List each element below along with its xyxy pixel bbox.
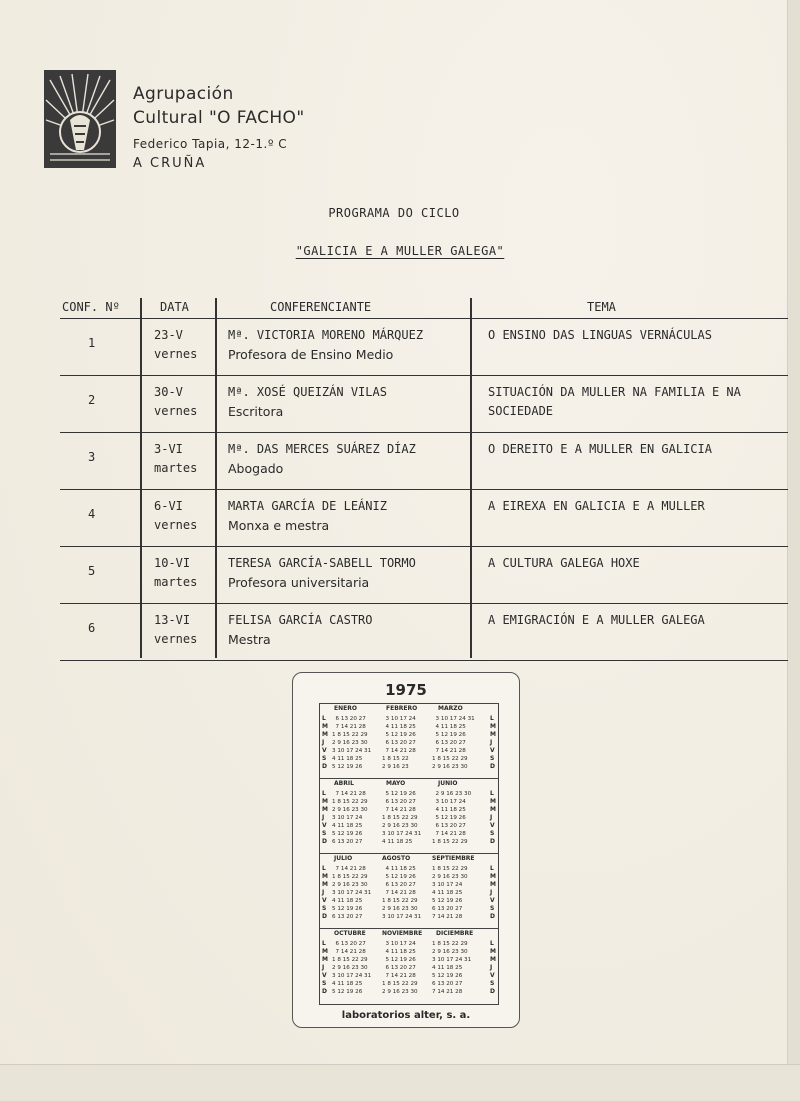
month-days: 1 8 15 22 29 2 9 16 23 30 3 10 17 24 4 11 18 25 5 12 19 26 6 13 20 27 7 14 21 28 bbox=[432, 866, 468, 920]
conf-date: 23-V bbox=[154, 328, 183, 342]
table-row bbox=[60, 376, 788, 433]
month-name: ENERO bbox=[334, 705, 357, 712]
month-days: 2 9 16 23 30 3 10 17 24 4 11 18 25 5 12 19 26 6 13 20 27 7 14 21 28 1 8 15 22 29 bbox=[432, 791, 472, 845]
conf-weekday: vernes bbox=[154, 404, 198, 418]
org-name-line1: Agrupación bbox=[133, 84, 234, 104]
calendar-quarter bbox=[320, 704, 498, 779]
month-days: 6 13 20 27 7 14 21 28 1 8 15 22 29 2 9 16 23 30 3 10 17 24 31 4 11 18 25 5 12 19 26 bbox=[332, 941, 372, 995]
table-row bbox=[60, 490, 788, 547]
conf-topic: O DEREITO E A MULLER EN GALICIA bbox=[488, 442, 712, 456]
speaker-name: Mª. VICTORIA MORENO MÁRQUEZ bbox=[228, 328, 424, 342]
month-name: MAYO bbox=[386, 780, 406, 787]
calendar-quarter bbox=[320, 929, 498, 1003]
table-header bbox=[60, 298, 788, 319]
weekday-letters: L M M J V S D bbox=[490, 940, 496, 995]
weekday-letters: L M M J V S D bbox=[322, 940, 328, 995]
calendar-grid bbox=[319, 703, 499, 1005]
month-name: AGOSTO bbox=[382, 855, 411, 862]
header-topic: TEMA bbox=[587, 300, 616, 314]
header-conf-number: CONF. Nº bbox=[62, 300, 120, 314]
org-name-line2: Cultural "O FACHO" bbox=[133, 108, 305, 128]
month-name: ABRIL bbox=[334, 780, 354, 787]
page-edge bbox=[787, 0, 800, 1101]
header-speaker: CONFERENCIANTE bbox=[270, 300, 372, 314]
conf-weekday: vernes bbox=[154, 632, 198, 646]
org-address: Federico Tapia, 12-1.º C bbox=[133, 137, 288, 151]
conf-weekday: martes bbox=[154, 461, 198, 475]
conf-date: 10-VI bbox=[154, 556, 191, 570]
month-days: 3 10 17 24 4 11 18 25 5 12 19 26 6 13 20 27 7 14 21 28 1 8 15 22 2 9 16 23 bbox=[382, 716, 416, 770]
month-days: 6 13 20 27 7 14 21 28 1 8 15 22 29 2 9 16 23 30 3 10 17 24 31 4 11 18 25 5 12 19 26 bbox=[332, 716, 372, 770]
cycle-title-text: "GALICIA E A MULLER GALEGA" bbox=[295, 244, 505, 258]
month-name: MARZO bbox=[438, 705, 463, 712]
conf-topic: A EMIGRACIÓN E A MULLER GALEGA bbox=[488, 613, 705, 627]
weekday-letters: L M M J V S D bbox=[322, 715, 328, 770]
conf-number: 6 bbox=[88, 620, 96, 635]
conference-table bbox=[60, 298, 788, 661]
speaker-role: Abogado bbox=[228, 461, 284, 476]
speaker-name: TERESA GARCÍA-SABELL TORMO bbox=[228, 556, 416, 570]
month-days: 3 10 17 24 4 11 18 25 5 12 19 26 6 13 20 27 7 14 21 28 1 8 15 22 29 2 9 16 23 30 bbox=[382, 941, 418, 995]
calendar-quarter bbox=[320, 779, 498, 854]
weekday-letters: L M M J V S D bbox=[490, 790, 496, 845]
month-days: 1 8 15 22 29 2 9 16 23 30 3 10 17 24 31 4 11 18 25 5 12 19 26 6 13 20 27 7 14 21 28 bbox=[432, 941, 472, 995]
conf-topic-cont: SOCIEDADE bbox=[488, 404, 554, 418]
conf-topic: O ENSINO DAS LINGUAS VERNÁCULAS bbox=[488, 328, 712, 342]
conf-number: 4 bbox=[88, 506, 96, 521]
month-days: 7 14 21 28 1 8 15 22 29 2 9 16 23 30 3 10 17 24 31 4 11 18 25 5 12 19 26 6 13 20 27 bbox=[332, 866, 372, 920]
weekday-letters: L M M J V S D bbox=[490, 715, 496, 770]
program-title: PROGRAMA DO CICLO bbox=[328, 206, 460, 220]
letterhead bbox=[133, 82, 305, 174]
conf-number: 5 bbox=[88, 563, 96, 578]
weekday-letters: L M M J V S D bbox=[322, 865, 328, 920]
page-edge bbox=[0, 1064, 800, 1101]
month-days: 5 12 19 26 6 13 20 27 7 14 21 28 1 8 15 22 29 2 9 16 23 30 3 10 17 24 31 4 11 18 25 bbox=[382, 791, 422, 845]
speaker-role: Profesora universitaria bbox=[228, 575, 370, 590]
cycle-title bbox=[0, 244, 800, 258]
month-days: 3 10 17 24 31 4 11 18 25 5 12 19 26 6 13 20 27 7 14 21 28 1 8 15 22 29 2 9 16 23 30 bbox=[432, 716, 475, 770]
month-name: FEBRERO bbox=[386, 705, 418, 712]
month-name: SEPTIEMBRE bbox=[432, 855, 475, 862]
header-date: DATA bbox=[160, 300, 189, 314]
conf-topic: A EIREXA EN GALICIA E A MULLER bbox=[488, 499, 705, 513]
conf-date: 13-VI bbox=[154, 613, 191, 627]
conf-number: 1 bbox=[88, 335, 96, 350]
conf-date: 30-V bbox=[154, 385, 183, 399]
table-row bbox=[60, 319, 788, 376]
conf-weekday: vernes bbox=[154, 347, 198, 361]
speaker-name: Mª. XOSÉ QUEIZÁN VILAS bbox=[228, 385, 387, 399]
org-city: A CRUÑA bbox=[133, 156, 207, 171]
month-name: JULIO bbox=[334, 855, 353, 862]
weekday-letters: L M M J V S D bbox=[322, 790, 328, 845]
month-name: DICIEMBRE bbox=[436, 930, 474, 937]
conf-topic: SITUACIÓN DA MULLER NA FAMILIA E NA bbox=[488, 385, 741, 399]
table-row bbox=[60, 604, 788, 661]
table-row bbox=[60, 433, 788, 490]
calendar-card bbox=[292, 672, 520, 1028]
calendar-year: 1975 bbox=[385, 681, 427, 699]
speaker-role: Monxa e mestra bbox=[228, 518, 330, 533]
speaker-role: Profesora de Ensino Medio bbox=[228, 347, 394, 362]
conf-topic: A CULTURA GALEGA HOXE bbox=[488, 556, 640, 570]
speaker-name: MARTA GARCÍA DE LEÁNIZ bbox=[228, 499, 387, 513]
speaker-role: Mestra bbox=[228, 632, 271, 647]
month-name: OCTUBRE bbox=[334, 930, 366, 937]
conf-weekday: vernes bbox=[154, 518, 198, 532]
conf-number: 3 bbox=[88, 449, 96, 464]
calendar-quarter bbox=[320, 854, 498, 929]
weekday-letters: L M M J V S D bbox=[490, 865, 496, 920]
torch-logo-icon bbox=[44, 70, 116, 168]
conf-date: 6-VI bbox=[154, 499, 183, 513]
month-name: JUNIO bbox=[438, 780, 458, 787]
table-row bbox=[60, 547, 788, 604]
speaker-name: FELISA GARCÍA CASTRO bbox=[228, 613, 373, 627]
conf-weekday: martes bbox=[154, 575, 198, 589]
speaker-name: Mª. DAS MERCES SUÁREZ DÍAZ bbox=[228, 442, 416, 456]
conf-date: 3-VI bbox=[154, 442, 183, 456]
month-days: 4 11 18 25 5 12 19 26 6 13 20 27 7 14 21 28 1 8 15 22 29 2 9 16 23 30 3 10 17 24 31 bbox=[382, 866, 422, 920]
calendar-sponsor: laboratorios alter, s. a. bbox=[341, 1010, 471, 1021]
conf-number: 2 bbox=[88, 392, 96, 407]
speaker-role: Escritora bbox=[228, 404, 284, 419]
month-name: NOVIEMBRE bbox=[382, 930, 423, 937]
month-days: 7 14 21 28 1 8 15 22 29 2 9 16 23 30 3 10 17 24 4 11 18 25 5 12 19 26 6 13 20 27 bbox=[332, 791, 368, 845]
